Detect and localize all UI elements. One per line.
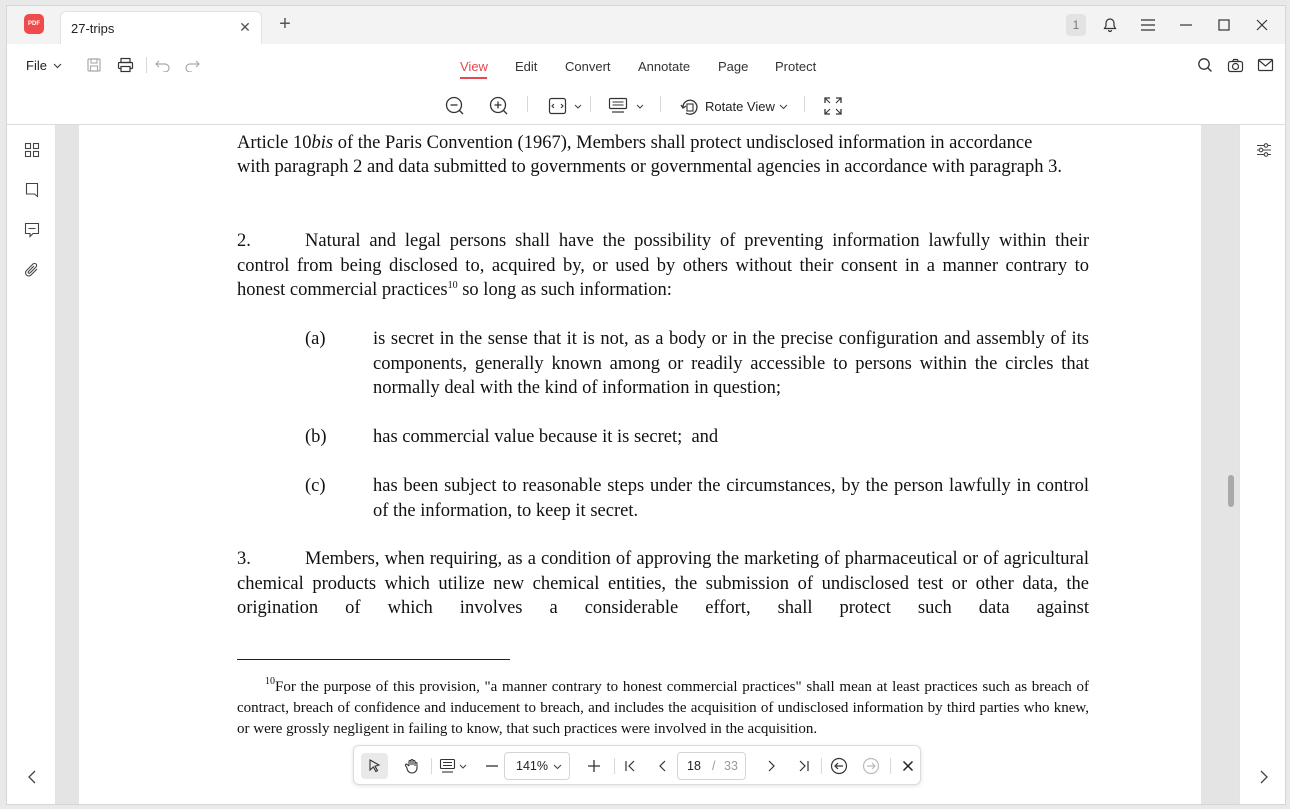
page-separator: / [712, 759, 716, 773]
settings-sliders-icon[interactable] [1254, 140, 1274, 160]
item-b-text: has commercial value because it is secret; and [373, 427, 719, 447]
menu-bar [7, 44, 1285, 86]
toolbar-divider [590, 96, 591, 112]
chevron-down-icon [53, 63, 62, 69]
fit-width-dropdown[interactable] [548, 96, 582, 116]
tab-annotate[interactable]: Annotate [638, 59, 691, 74]
file-menu-label: File [26, 58, 47, 73]
zoom-out-icon[interactable] [445, 96, 465, 116]
toolbar-divider [614, 758, 615, 774]
hamburger-menu-icon[interactable] [1138, 15, 1158, 35]
fit-width-icon [548, 97, 582, 115]
footnote-10: $^{10}$For the purpose of this provision, "a manner contrary to honest commercial practices" shall mean at least practices such as breach of contract, breach of confidence and inducement to breach, and includes the acquisition of undisclosed information by third parties who knew, or were grossly negligent in failing to know, that such practices were involved in the acquisition. [237, 676, 1089, 737]
comments-icon[interactable] [22, 220, 42, 240]
bookmark-icon[interactable] [22, 180, 42, 200]
collapse-left-icon[interactable] [22, 767, 42, 787]
toolbar-divider [146, 57, 147, 73]
mail-icon[interactable] [1255, 55, 1275, 75]
close-toolbar-icon[interactable] [897, 755, 919, 777]
close-tab-icon[interactable]: ✕ [239, 19, 251, 35]
page-display-dropdown[interactable] [608, 96, 644, 116]
paragraph-3-number: 3. [237, 549, 251, 569]
forward-view-icon[interactable] [860, 755, 882, 777]
bell-icon[interactable] [1100, 15, 1120, 35]
zoom-in-icon[interactable] [489, 96, 509, 116]
current-page-value: 18 [687, 759, 701, 773]
paragraph-2-number: 2. [237, 231, 251, 251]
active-tab-indicator [460, 77, 487, 79]
item-a-marker: (a) [305, 329, 326, 349]
select-tool-icon[interactable] [361, 753, 388, 779]
zoom-level-select[interactable] [504, 752, 570, 780]
toolbar-divider [821, 758, 822, 774]
first-page-icon[interactable] [620, 755, 642, 777]
footnote-number: 10 [265, 676, 275, 687]
bottom-navigation-toolbar [353, 745, 921, 785]
tab-protect[interactable]: Protect [775, 59, 817, 74]
search-icon[interactable] [1195, 55, 1215, 75]
fullscreen-icon[interactable] [823, 96, 843, 116]
print-icon[interactable] [115, 55, 135, 75]
toolbar-divider [890, 758, 891, 774]
toolbar-divider [804, 96, 805, 112]
tab-view[interactable]: View [460, 59, 488, 74]
back-view-icon[interactable] [828, 755, 850, 777]
toolbar-divider [431, 758, 432, 774]
page-display-icon [608, 97, 644, 115]
file-menu[interactable] [26, 58, 62, 73]
tab-page[interactable]: Page [718, 59, 749, 74]
view-toolbar [7, 86, 1285, 125]
footnote-reference[interactable]: 10 [447, 280, 458, 291]
notification-count-badge[interactable]: 1 [1066, 14, 1086, 36]
paragraph-2: 2. Natural and legal persons shall have the possibility of preventing information lawfully within their control from being disclosed to, acquired by, or used by others without their consent in a manner contrary to honest commercial practices$^{10}$ so long as such information: [237, 231, 1089, 300]
zoom-level-value: 141% [516, 759, 548, 773]
maximize-icon[interactable] [1214, 15, 1234, 35]
footnote-separator [237, 659, 510, 660]
redo-icon[interactable] [182, 55, 202, 75]
hand-tool-icon[interactable] [401, 755, 423, 777]
previous-page-icon[interactable] [652, 755, 674, 777]
item-c-marker: (c) [305, 476, 326, 496]
tab-edit[interactable]: Edit [515, 59, 538, 74]
app-window [6, 5, 1286, 805]
item-a-text: is secret in the sense that it is not, as a body or in the precise configuration and assembly of its components, generally known among or readily accessible to persons within the circles that normally deal with the kind of information in question; [373, 329, 1089, 398]
vertical-scrollbar-thumb[interactable] [1228, 475, 1234, 507]
page-mode-dropdown[interactable] [438, 755, 470, 777]
minimize-icon[interactable] [1176, 15, 1196, 35]
item-c-text: has been subject to reasonable steps under the circumstances, by the person lawfully in control of the information, to keep it secret. [373, 476, 1089, 521]
chevron-down-icon[interactable] [777, 97, 789, 117]
pdf-page [79, 125, 1201, 805]
next-page-icon[interactable] [760, 755, 782, 777]
document-tab[interactable] [60, 11, 262, 44]
right-sidebar [1239, 125, 1286, 805]
expand-right-icon[interactable] [1254, 767, 1274, 787]
tab-convert[interactable]: Convert [565, 59, 611, 74]
close-window-icon[interactable] [1252, 15, 1272, 35]
save-icon[interactable] [84, 55, 104, 75]
undo-icon[interactable] [152, 55, 172, 75]
paragraph-3: 3. Members, when requiring, as a condition of approving the marketing of pharmaceutical or of agricultural chemical products which utilize new chemical entities, the submission of undisclosed test or other data, the origination of which involves a considerable effort, shall protect such data against [237, 549, 1089, 618]
total-pages-value: 33 [724, 759, 738, 773]
thumbnails-icon[interactable] [22, 140, 42, 160]
zoom-in-button[interactable] [583, 755, 605, 777]
item-b-marker: (b) [305, 427, 327, 447]
left-sidebar [7, 125, 56, 805]
toolbar-divider [527, 96, 528, 112]
intro-paragraph-line1: Article 10bis of the Paris Convention (1967), Members shall protect undisclosed information in accordance [237, 133, 1033, 153]
document-viewport[interactable] [56, 125, 1239, 805]
page-mode-icon [439, 758, 469, 774]
new-tab-button[interactable]: + [279, 13, 291, 35]
toolbar-divider [660, 96, 661, 112]
app-logo: PDF [24, 14, 44, 34]
attachment-icon[interactable] [22, 260, 42, 280]
chevron-down-icon [553, 764, 562, 770]
rotate-view-button[interactable]: Rotate View [705, 99, 775, 114]
intro-paragraph: with paragraph 2 and data submitted to governments or governmental agencies in accordance with paragraph 3. [237, 157, 1063, 177]
title-bar [7, 6, 1285, 44]
last-page-icon[interactable] [792, 755, 814, 777]
zoom-out-button[interactable] [481, 755, 503, 777]
page-number-input[interactable] [677, 752, 746, 780]
camera-icon[interactable] [1225, 55, 1245, 75]
tab-title: 27-trips [71, 21, 115, 36]
rotate-view-icon[interactable] [679, 96, 699, 116]
